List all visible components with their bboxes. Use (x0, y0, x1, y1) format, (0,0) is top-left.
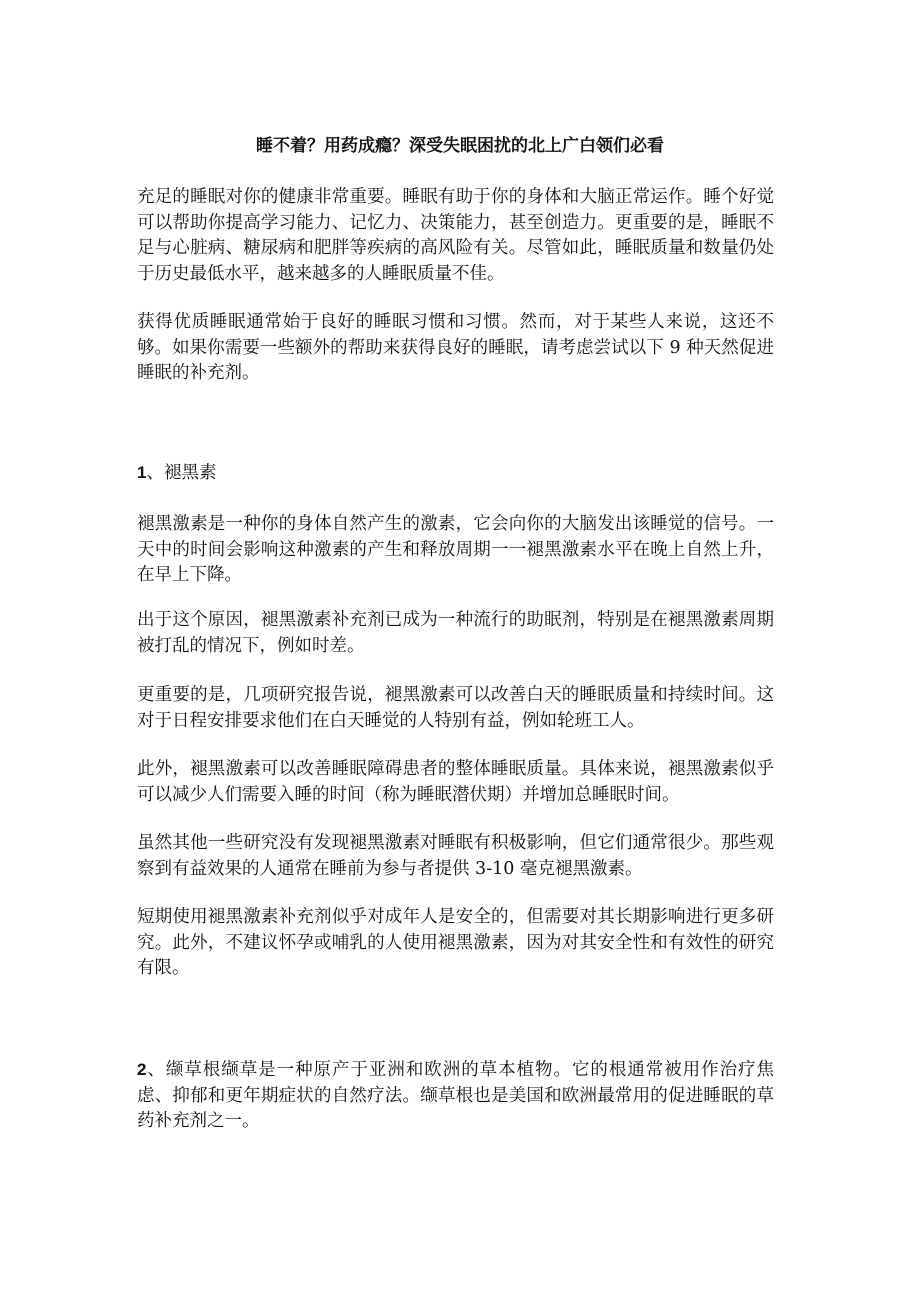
section-1-heading (137, 460, 774, 487)
section-1-paragraph-4: 此外，褪黑激素可以改善睡眠障碍患者的整体睡眠质量。具体来说，褪黑激素似乎可以减少人们需要入睡的时间（称为睡眠潜伏期）并增加总睡眠时间。 (137, 759, 774, 805)
section-1-title: 、褪黑素 (146, 463, 217, 483)
section-1-paragraph-5: 虽然其他一些研究没有发现褪黑激素对睡眠有积极影响，但它们通常很少。那些观察到有益效果的人通常在睡前为参与者提供 3-10 毫克褪黑激素。 (137, 833, 774, 879)
section-1-paragraph-2: 出于这个原因，褪黑激素补充剂已成为一种流行的助眠剂，特别是在褪黑激素周期被打乱的情况下，例如时差。 (137, 610, 774, 656)
section-2-number: 2 (137, 1060, 147, 1079)
section-2-paragraph (137, 1057, 774, 1135)
section-1-number: 1 (137, 463, 147, 482)
section-1-paragraph-6: 短期使用褪黑激素补充剂似乎对成年人是安全的，但需要对其长期影响进行更多研究。此外，不建议怀孕或哺乳的人使用褪黑激素，因为对其安全性和有效性的研究有限。 (137, 907, 774, 978)
section-1-paragraph-3: 更重要的是，几项研究报告说，褪黑激素可以改善白天的睡眠质量和持续时间。这对于日程安排要求他们在白天睡觉的人特别有益，例如轮班工人。 (137, 685, 774, 731)
intro-paragraph-1: 充足的睡眠对你的健康非常重要。睡眠有助于你的身体和大脑正常运作。睡个好觉可以帮助你提高学习能力、记忆力、决策能力，甚至创造力。更重要的是，睡眠不足与心脏病、糖尿病和肥胖等疾病的高风险有关。尽管如此，睡眠质量和数量仍处于历史最低水平，越来越多的人睡眠质量不佳。 (137, 187, 774, 284)
intro-paragraph-2: 获得优质睡眠通常始于良好的睡眠习惯和习惯。然而，对于某些人来说，这还不够。如果你需要一些额外的帮助来获得良好的睡眠，请考虑尝试以下 9 种天然促进睡眠的补充剂。 (137, 312, 774, 383)
document-title: 睡不着？用药成瘾？深受失眠困扰的北上广白领们必看 (256, 136, 664, 156)
section-1-paragraph-1: 褪黑激素是一种你的身体自然产生的激素，它会向你的大脑发出该睡觉的信号。一天中的时间会影响这种激素的产生和释放周期一一褪黑激素水平在晚上自然上升，在早上下降。 (137, 514, 774, 585)
section-2-text: 、缬草根缬草是一种原产于亚洲和欧洲的草本植物。它的根通常被用作治疗焦虑、抑郁和更年期症状的自然疗法。缬草根也是美国和欧洲最常用的促进睡眠的草药补充剂之一。 (137, 1060, 774, 1131)
